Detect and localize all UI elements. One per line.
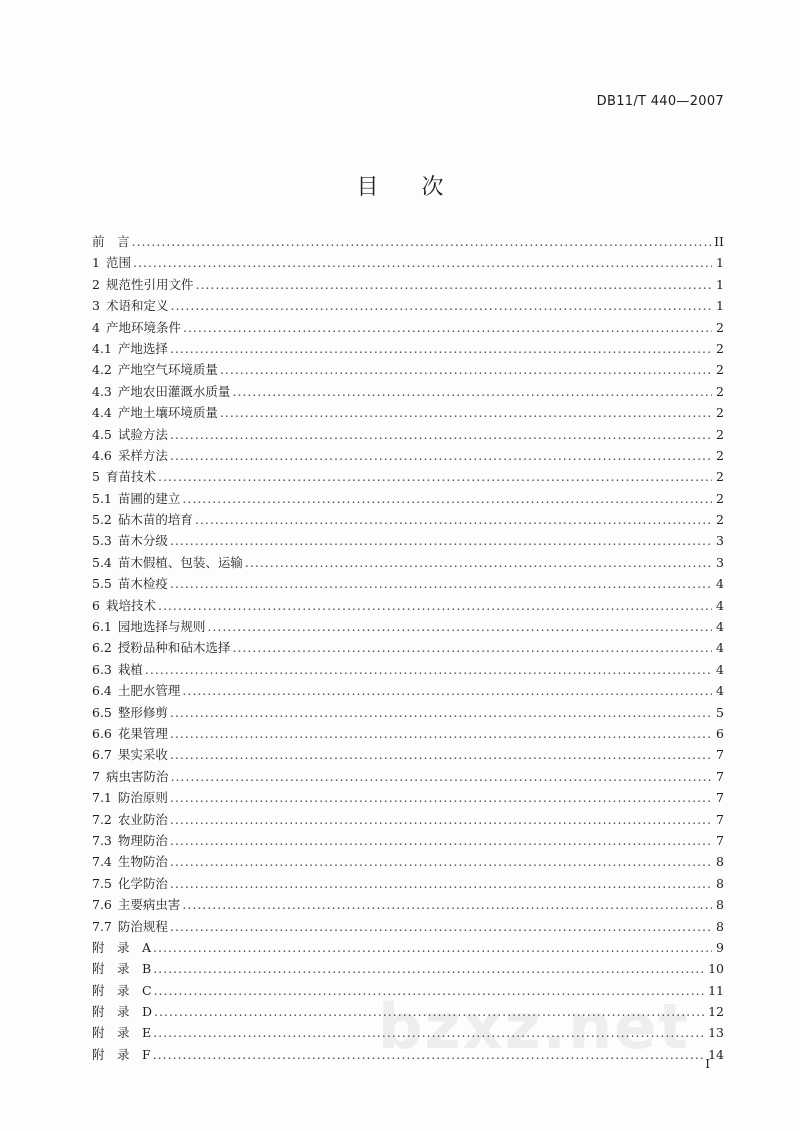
toc-entry-page: 4 [716, 619, 724, 635]
toc-entry-page: 5 [716, 704, 724, 720]
toc-entry[interactable] [92, 681, 724, 702]
toc-entry[interactable] [92, 531, 724, 552]
toc-entry-label: 产地空气环境质量 [117, 362, 218, 378]
toc-entry-page: 9 [716, 939, 724, 955]
toc-entry-page: 2 [716, 447, 724, 463]
toc-entry-page: 2 [716, 405, 724, 421]
toc-entry-page: 4 [716, 640, 724, 656]
toc-dot-leader [182, 897, 712, 912]
toc-entry[interactable] [92, 660, 724, 681]
toc-entry-label: 整形修剪 [117, 704, 168, 720]
toc-entry[interactable] [92, 446, 724, 467]
toc-entry[interactable] [92, 638, 724, 659]
toc-entry[interactable] [92, 1023, 724, 1044]
toc-entry-number: 5.4 [92, 554, 112, 570]
toc-entry-number: 5.1 [92, 490, 112, 506]
toc-entry-number: 7.5 [92, 875, 112, 891]
toc-entry-page: 8 [716, 897, 724, 913]
toc-entry-label: 附 录 F [92, 1046, 151, 1062]
toc-entry-number: 7.4 [92, 854, 112, 870]
toc-dot-leader [132, 234, 712, 249]
toc-entry-label: 苗木假植、包装、运输 [117, 554, 243, 570]
toc-entry[interactable] [92, 596, 724, 617]
toc-entry-page: 2 [716, 319, 724, 335]
toc-entry-page: 7 [716, 768, 724, 784]
toc-entry-page: 4 [716, 597, 724, 613]
toc-dot-leader [170, 790, 712, 805]
toc-entry-number: 6.5 [92, 704, 112, 720]
toc-entry-label: 苗木检疫 [117, 576, 168, 592]
toc-entry-label: 农业防治 [117, 811, 168, 827]
toc-dot-leader [232, 640, 712, 655]
toc-dot-leader [170, 919, 712, 934]
toc-entry[interactable] [92, 981, 724, 1002]
toc-entry[interactable] [92, 553, 724, 574]
toc-entry-number: 4.1 [92, 340, 112, 356]
toc-entry-label: 化学防治 [117, 875, 168, 891]
toc-entry-label: 苗木分级 [117, 533, 168, 549]
toc-dot-leader [195, 512, 712, 527]
toc-entry-number: 4.6 [92, 447, 112, 463]
toc-entry[interactable] [92, 275, 724, 296]
toc-entry-label: 附 录 D [92, 1004, 153, 1020]
toc-entry-page: 12 [708, 1004, 724, 1020]
toc-entry[interactable] [92, 510, 724, 531]
toc-entry[interactable] [92, 617, 724, 638]
toc-dot-leader [220, 362, 712, 377]
toc-dot-leader [133, 255, 712, 270]
toc-entry-number: 6.2 [92, 640, 112, 656]
toc-entry-label: 防治规程 [117, 918, 168, 934]
toc-entry-page: 8 [716, 854, 724, 870]
toc-entry-number: 5.3 [92, 533, 112, 549]
toc-dot-leader [170, 705, 712, 720]
toc-entry[interactable] [92, 382, 724, 403]
toc-entry[interactable] [92, 425, 724, 446]
toc-entry-label: 术语和定义 [105, 298, 169, 314]
toc-entry-label: 园地选择与规则 [117, 619, 206, 635]
toc-entry-page: 2 [716, 426, 724, 442]
toc-entry[interactable] [92, 745, 724, 766]
toc-dot-leader [170, 427, 712, 442]
toc-entry-number: 7.6 [92, 897, 112, 913]
toc-dot-leader [170, 747, 712, 762]
toc-entry-number: 6 [92, 597, 100, 613]
toc-entry-label: 授粉品种和砧木选择 [117, 640, 231, 656]
toc-entry-page: 4 [716, 576, 724, 592]
toc-entry-page: 7 [716, 790, 724, 806]
toc-entry[interactable] [92, 788, 724, 809]
toc-dot-leader [182, 491, 712, 506]
toc-entry-number: 7.3 [92, 832, 112, 848]
toc-dot-leader [170, 854, 712, 869]
toc-entry-label: 栽植 [117, 661, 143, 677]
page-title: 目 次 [356, 175, 462, 200]
toc-entry-label: 规范性引用文件 [105, 276, 194, 292]
toc-entry-number: 5 [92, 469, 100, 485]
page-number: I [705, 1057, 710, 1071]
toc-entry-label: 前 言 [92, 234, 130, 249]
toc-entry-page: 14 [708, 1046, 724, 1062]
toc-dot-leader [182, 683, 712, 698]
toc-entry-page: 2 [716, 383, 724, 399]
toc-entry-label: 花果管理 [117, 725, 168, 741]
toc-entry-number: 5.2 [92, 512, 112, 528]
toc-entry-page: II [714, 234, 724, 249]
toc-entry[interactable] [92, 938, 724, 959]
toc-entry-number: 7.7 [92, 918, 112, 934]
toc-entry-label: 产地土壤环境质量 [117, 405, 218, 421]
toc-dot-leader [245, 555, 712, 570]
toc-dot-leader [195, 277, 712, 292]
toc-dot-leader [170, 298, 712, 313]
toc-entry-label: 附 录 B [92, 961, 152, 977]
toc-entry-page: 4 [716, 683, 724, 699]
toc-entry-number: 4.3 [92, 383, 112, 399]
toc-entry-page: 3 [716, 533, 724, 549]
toc-dot-leader [154, 983, 707, 998]
toc-dot-leader [170, 726, 712, 741]
toc-entry-label: 附 录 E [92, 1025, 152, 1041]
toc-dot-leader [145, 662, 712, 677]
toc-entry-label: 附 录 C [92, 982, 152, 998]
toc-entry-page: 7 [716, 811, 724, 827]
toc-entry-number: 1 [92, 255, 100, 271]
toc-entry-label: 栽培技术 [105, 597, 156, 613]
toc-dot-leader [220, 405, 712, 420]
watermark-text: bzxz.net [378, 990, 690, 1063]
toc-entry-label: 育苗技术 [105, 469, 156, 485]
toc-dot-leader [170, 876, 712, 891]
toc-entry-number: 7.1 [92, 790, 112, 806]
toc-entry[interactable] [92, 339, 724, 360]
toc-entry[interactable] [92, 852, 724, 873]
toc-entry-label: 苗圃的建立 [117, 490, 181, 506]
toc-entry[interactable] [92, 1002, 724, 1023]
toc-dot-leader [207, 619, 712, 634]
toc-entry[interactable] [92, 574, 724, 595]
toc-entry[interactable] [92, 810, 724, 831]
toc-entry[interactable] [92, 467, 724, 488]
toc-entry-page: 3 [716, 554, 724, 570]
toc-entry-page: 10 [708, 961, 724, 977]
toc-dot-leader [153, 961, 706, 976]
toc-entry[interactable] [92, 318, 724, 339]
toc-entry-page: 2 [716, 512, 724, 528]
toc-entry[interactable] [92, 489, 724, 510]
toc-entry-number: 3 [92, 298, 100, 314]
toc-dot-leader [153, 1047, 706, 1062]
toc-entry-page: 7 [716, 747, 724, 763]
toc-entry-label: 主要病虫害 [117, 897, 181, 913]
toc-entry-number: 6.1 [92, 619, 112, 635]
toc-entry-number: 6.4 [92, 683, 112, 699]
document-code: DB11/T 440—2007 [596, 94, 724, 109]
toc-entry-label: 产地选择 [117, 340, 168, 356]
toc-dot-leader [153, 940, 712, 955]
toc-dot-leader [170, 448, 712, 463]
toc-entry[interactable] [92, 895, 724, 916]
toc-entry-page: 4 [716, 661, 724, 677]
toc-entry-number: 4.5 [92, 426, 112, 442]
toc-entry[interactable] [92, 360, 724, 381]
toc-entry-label: 砧木苗的培育 [117, 512, 193, 528]
toc-entry-number: 7.2 [92, 811, 112, 827]
toc-entry[interactable] [92, 959, 724, 980]
toc-dot-leader [153, 1025, 706, 1040]
toc-entry-page: 11 [708, 982, 724, 998]
toc-entry-number: 6.6 [92, 725, 112, 741]
toc-entry-number: 4 [92, 319, 100, 335]
toc-entry-label: 采样方法 [117, 447, 168, 463]
toc-entry-page: 1 [716, 255, 724, 271]
toc-entry-number: 6.7 [92, 747, 112, 763]
toc-entry-page: 2 [716, 340, 724, 356]
toc-dot-leader [170, 833, 712, 848]
toc-entry-label: 病虫害防治 [105, 768, 169, 784]
toc-entry-page: 2 [716, 490, 724, 506]
toc-entry-page: 2 [716, 362, 724, 378]
toc-dot-leader [170, 812, 712, 827]
toc-entry-label: 物理防治 [117, 832, 168, 848]
toc-entry-label: 生物防治 [117, 854, 168, 870]
toc-dot-leader [170, 341, 712, 356]
toc-dot-leader [170, 576, 712, 591]
table-of-contents [92, 232, 724, 1066]
toc-entry-label: 附 录 A [92, 939, 152, 955]
toc-dot-leader [158, 469, 712, 484]
toc-entry-label: 产地农田灌溉水质量 [117, 383, 231, 399]
toc-entry[interactable] [92, 232, 724, 253]
toc-entry[interactable] [92, 874, 724, 895]
toc-entry[interactable] [92, 403, 724, 424]
toc-entry-page: 8 [716, 875, 724, 891]
toc-entry[interactable] [92, 703, 724, 724]
toc-entry-label: 范围 [105, 255, 131, 271]
toc-entry-page: 7 [716, 832, 724, 848]
toc-dot-leader [154, 1004, 706, 1019]
toc-entry[interactable] [92, 253, 724, 274]
toc-entry-page: 1 [716, 276, 724, 292]
toc-entry-number: 2 [92, 276, 100, 292]
toc-entry-number: 4.2 [92, 362, 112, 378]
toc-entry-number: 7 [92, 768, 100, 784]
toc-entry-page: 1 [716, 298, 724, 314]
toc-dot-leader [158, 598, 712, 613]
toc-entry[interactable] [92, 296, 724, 317]
toc-entry-number: 5.5 [92, 576, 112, 592]
toc-entry[interactable] [92, 724, 724, 745]
toc-entry[interactable] [92, 1045, 724, 1066]
toc-entry-page: 6 [716, 725, 724, 741]
toc-entry[interactable] [92, 767, 724, 788]
toc-dot-leader [183, 320, 712, 335]
toc-entry-label: 产地环境条件 [105, 319, 181, 335]
toc-entry[interactable] [92, 917, 724, 938]
toc-dot-leader [170, 769, 712, 784]
toc-dot-leader [232, 384, 712, 399]
toc-entry-label: 土肥水管理 [117, 683, 181, 699]
toc-entry-page: 13 [708, 1025, 724, 1041]
toc-entry-number: 6.3 [92, 661, 112, 677]
toc-entry-number: 4.4 [92, 405, 112, 421]
toc-entry-page: 8 [716, 918, 724, 934]
toc-entry-label: 试验方法 [117, 426, 168, 442]
toc-entry-page: 2 [716, 469, 724, 485]
toc-entry[interactable] [92, 831, 724, 852]
toc-entry-label: 防治原则 [117, 790, 168, 806]
toc-entry-label: 果实采收 [117, 747, 168, 763]
toc-dot-leader [170, 533, 712, 548]
